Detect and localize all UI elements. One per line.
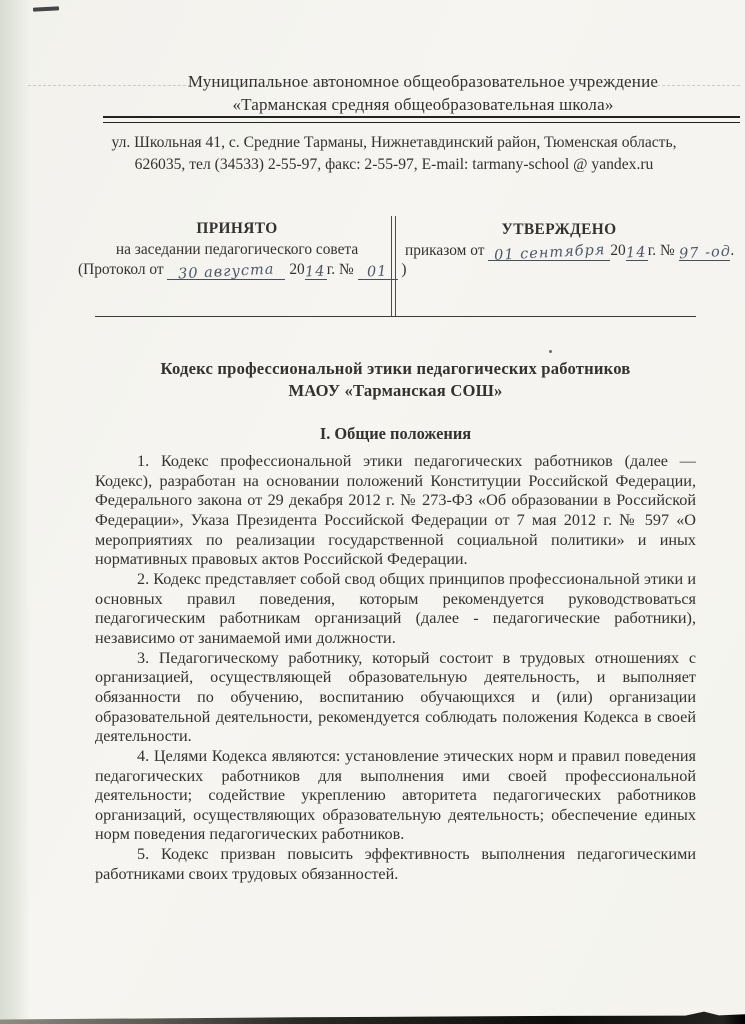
handwritten-protocol-date: 30 августа — [177, 261, 276, 283]
paragraph-4: 4. Целями Кодекса являются: установление этических норм и правил поведения педагогических работников для выполнения ими своей профессиональной деятельности; содействие укреплению авторитета педагогических работников организаций, осуществляющих образовательную деятельность; обеспечение единых норм поведения педагогических работников. — [95, 746, 696, 844]
handwritten-order-date: 01 сентября — [493, 242, 606, 264]
address-line1: ул. Школьная 41, с. Средние Тарманы, Нижнетавдинский район, Тюменская область, — [111, 134, 677, 151]
organization-address — [88, 132, 700, 175]
handwritten-protocol-number: 01 — [366, 263, 389, 281]
paragraph-5: 5. Кодекс призван повысить эффективность выполнения педагогическими работниками своих трудовых обязанностей. — [95, 845, 696, 883]
protocol-year-blank — [305, 263, 327, 280]
document-title-line2: МАОУ «Тарманская СОШ» — [288, 380, 503, 400]
top-scan-mark — [33, 6, 59, 11]
order-period: . — [730, 242, 735, 259]
paragraph-2: 2. Кодекс представляет собой свод общих принципов профессиональной этики и основных правил поведения, которым рекомендуется руководствоваться педагогическим работникам организаций (далее - педагогические работники), независимо от занимаемой ими должности. — [95, 569, 696, 647]
paragraph-1: 1. Кодекс профессиональной этики педагогических работников (далее — Кодекс), разработан на основании положений Конституции Российской Федерации, Федерального закона от 29 декабря 2012 г. № 273-ФЗ «Об образовании в Российской Федерации», Указа Президента Российской Федерации от 7 мая 2012 г. № 597 «О мероприятиях по реализации государственной социальной политики» и иных нормативных правовых актов Российской Федерации. — [95, 452, 696, 569]
order-number-blank — [679, 244, 731, 261]
handwritten-order-year: 14 — [626, 244, 648, 262]
approval-column-divider — [391, 216, 396, 316]
accepted-heading: ПРИНЯТО — [196, 220, 278, 237]
accepted-block — [78, 219, 407, 283]
address-line2: 626035, тел (34533) 2-55-97, факс: 2-55-97, E-mail: tarmany-school @ yandex.ru — [134, 155, 654, 173]
order-century: 20 — [610, 242, 626, 259]
organization-name-line2: «Тарманская средняя общеобразовательная школа» — [232, 95, 614, 114]
bottom-scan-band — [0, 1010, 745, 1024]
scan-speck — [549, 350, 552, 353]
accepted-subheading: на заседании педагогического совета — [115, 240, 359, 258]
protocol-date-blank — [167, 261, 285, 283]
order-prefix: приказом от — [405, 242, 485, 259]
protocol-century: 20 — [289, 261, 305, 278]
approved-heading: УТВЕРЖДЕНО — [501, 221, 617, 238]
organization-name-line1: Муниципальное автономное общеобразовательное учреждение — [187, 72, 659, 91]
protocol-closing-paren: ) — [401, 261, 407, 278]
order-year-blank — [626, 244, 648, 261]
approval-bottom-rule — [95, 316, 696, 317]
order-line — [405, 240, 735, 264]
document-title — [95, 358, 696, 401]
section-heading: I. Общие положения — [319, 424, 472, 443]
handwritten-protocol-year: 14 — [305, 263, 327, 281]
protocol-year-suffix: г. № — [326, 261, 354, 278]
handwritten-order-number: 97 -од — [678, 243, 731, 263]
document-title-line1: Кодекс профессиональной этики педагогических работников — [160, 359, 631, 378]
order-date-blank — [488, 242, 610, 264]
left-edge-scan-shadow — [0, 0, 30, 1024]
approved-block — [405, 219, 735, 264]
organization-name — [95, 70, 723, 116]
protocol-line — [78, 260, 407, 283]
approval-section — [0, 219, 745, 317]
document-body — [95, 452, 696, 884]
order-year-suffix: г. № — [647, 242, 675, 259]
paragraph-3: 3. Педагогическому работнику, который состоит в трудовых отношениях с организацией, осуществляющей образовательную деятельность, и выполняет обязанности по обучению, воспитанию обучающихся и (или) организации образовательной деятельности, рекомендуется соблюдать положения Кодекса в своей деятельности. — [95, 648, 696, 746]
protocol-prefix: (Протокол от — [78, 261, 164, 278]
header-double-rule — [103, 116, 740, 123]
